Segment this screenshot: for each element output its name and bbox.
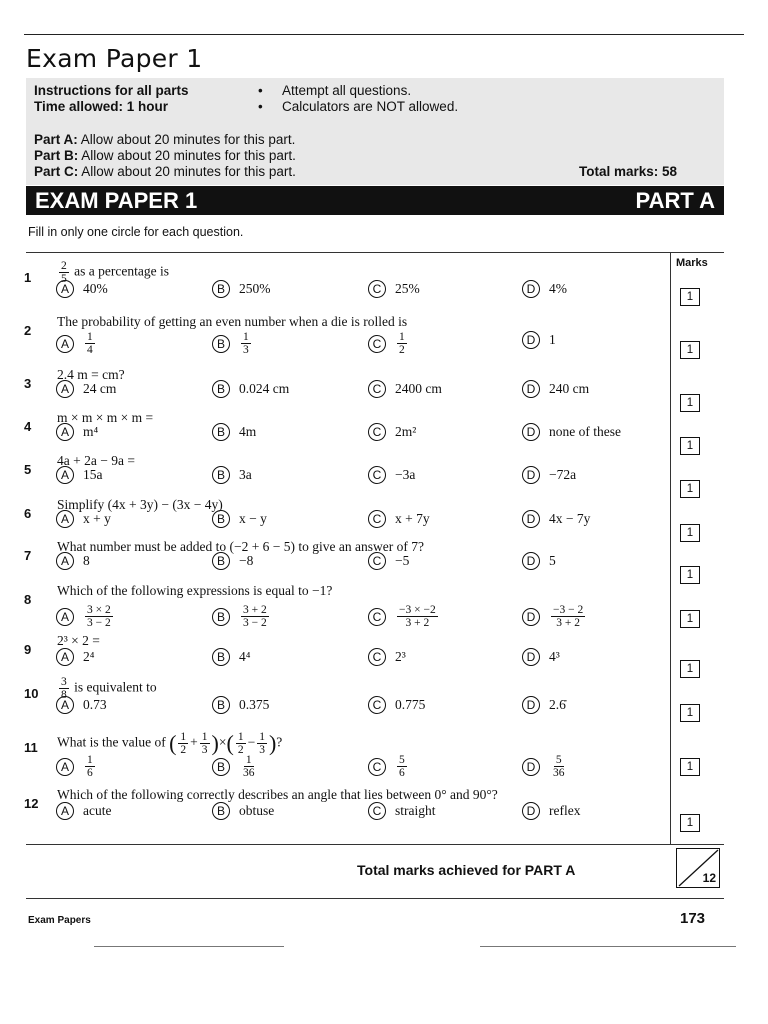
option-b[interactable] bbox=[212, 423, 256, 441]
denominator: 3 + 2 bbox=[405, 617, 430, 630]
option-text: 24 cm bbox=[83, 381, 117, 396]
numerator: −3 × −2 bbox=[399, 604, 436, 616]
marks-header: Marks bbox=[676, 257, 708, 269]
option-a[interactable] bbox=[56, 331, 97, 356]
option-b[interactable] bbox=[212, 802, 274, 820]
option-d[interactable] bbox=[522, 423, 621, 441]
option-text: none of these bbox=[549, 424, 621, 439]
question-stem: Which of the following correctly describes an angle that lies between 0° and 90°? bbox=[57, 787, 498, 802]
answer-circle-b[interactable]: B bbox=[212, 648, 230, 666]
numerator: 5 bbox=[555, 754, 562, 766]
answer-circle-d[interactable]: D bbox=[522, 331, 540, 349]
option-text: 0.375 bbox=[239, 697, 270, 712]
instructions-box bbox=[26, 78, 724, 185]
numerator: 3 × 2 bbox=[87, 604, 111, 616]
denominator: 3 bbox=[243, 344, 249, 357]
fraction bbox=[178, 731, 188, 756]
denominator: 2 bbox=[237, 744, 244, 757]
question-stem: m × m × m × m = bbox=[57, 410, 154, 425]
option-d[interactable] bbox=[522, 696, 566, 714]
numerator: 3 + 2 bbox=[243, 604, 267, 616]
answer-circle-d[interactable]: D bbox=[522, 380, 540, 398]
questions-top-rule bbox=[26, 252, 724, 253]
part-banner bbox=[26, 186, 724, 215]
option-b[interactable] bbox=[212, 510, 267, 528]
answer-circle-b[interactable]: B bbox=[212, 758, 230, 776]
total-achieved-value: 12 bbox=[702, 871, 716, 885]
answer-circle-d[interactable]: D bbox=[522, 802, 540, 820]
mark-box[interactable]: 1 bbox=[680, 341, 700, 359]
numerator: 1 bbox=[237, 731, 244, 743]
answer-circle-a[interactable]: A bbox=[56, 423, 74, 441]
numerator: 1 bbox=[245, 754, 252, 766]
option-text: 0.775 bbox=[395, 697, 426, 712]
option-b[interactable] bbox=[212, 466, 252, 484]
option-b[interactable] bbox=[212, 754, 259, 779]
answer-circle-b[interactable]: B bbox=[212, 608, 230, 626]
bullet-marker: • bbox=[258, 83, 263, 98]
answer-circle-c[interactable]: C bbox=[368, 802, 386, 820]
answer-circle-d[interactable]: D bbox=[522, 648, 540, 666]
answer-circle-c[interactable]: C bbox=[368, 510, 386, 528]
instructions-label: Instructions for all parts bbox=[34, 83, 189, 98]
bullet-marker: • bbox=[258, 99, 263, 114]
question-number: 11 bbox=[24, 740, 38, 755]
numerator: 1 bbox=[201, 731, 208, 743]
part-a-time: Part A: Allow about 20 minutes for this part. bbox=[34, 132, 296, 147]
answer-circle-a[interactable]: A bbox=[56, 380, 74, 398]
time-allowed: Time allowed: 1 hour bbox=[34, 99, 169, 114]
numerator: 1 bbox=[243, 331, 249, 343]
question-stem: 2.4 m = cm? bbox=[57, 367, 125, 382]
option-text: 4x − 7y bbox=[549, 511, 591, 526]
fraction bbox=[397, 754, 407, 779]
question-stem: 4a + 2a − 9a = bbox=[57, 453, 135, 468]
option-b[interactable] bbox=[212, 696, 269, 714]
option-text: 0.73 bbox=[83, 697, 107, 712]
numerator: −3 − 2 bbox=[553, 604, 584, 616]
option-c[interactable] bbox=[368, 552, 409, 570]
answer-circle-d[interactable]: D bbox=[522, 552, 540, 570]
answer-circle-c[interactable]: C bbox=[368, 648, 386, 666]
question-text bbox=[57, 314, 407, 330]
answer-circle-a[interactable]: A bbox=[56, 608, 74, 626]
option-text: 3a bbox=[239, 467, 252, 482]
option-text: 8 bbox=[83, 553, 90, 568]
denominator: 3 bbox=[259, 744, 265, 757]
question-number: 9 bbox=[24, 642, 32, 657]
option-text: x − y bbox=[239, 511, 267, 526]
fraction bbox=[397, 604, 438, 629]
option-a[interactable] bbox=[56, 423, 98, 441]
option-d[interactable] bbox=[522, 802, 580, 820]
question-stem: is equivalent to bbox=[70, 679, 157, 695]
option-b[interactable] bbox=[212, 380, 289, 398]
answer-circle-c[interactable]: C bbox=[368, 758, 386, 776]
parenthesis: ) bbox=[268, 730, 277, 756]
denominator: 3 bbox=[201, 744, 208, 757]
option-a[interactable] bbox=[56, 604, 115, 629]
scan-artifact-line bbox=[94, 946, 284, 947]
option-a[interactable] bbox=[56, 696, 107, 714]
option-text: 0.024 cm bbox=[239, 381, 290, 396]
page-number: 173 bbox=[680, 910, 706, 927]
question-stem: as a percentage is bbox=[70, 263, 169, 279]
option-text: 2⁴ bbox=[83, 649, 95, 664]
fraction bbox=[200, 731, 210, 756]
question-number: 5 bbox=[24, 462, 32, 477]
option-d[interactable] bbox=[522, 466, 576, 484]
numerator: 1 bbox=[180, 731, 187, 743]
answer-circle-a[interactable]: A bbox=[56, 280, 74, 298]
option-c[interactable] bbox=[368, 510, 430, 528]
option-d[interactable] bbox=[522, 380, 589, 398]
answer-circle-b[interactable]: B bbox=[212, 280, 230, 298]
option-text: −5 bbox=[395, 553, 410, 568]
parenthesis: ) bbox=[211, 730, 219, 756]
fraction bbox=[85, 604, 113, 629]
top-rule bbox=[24, 34, 744, 35]
question-number: 10 bbox=[24, 686, 39, 701]
question-text: What is the value of ( $\frac{1}{2}$ + $\frac{1}{3}$ )×( $\frac{1}{2}$ − $\frac{1}{3}$ )? bbox=[57, 730, 283, 757]
numerator: 1 bbox=[399, 331, 405, 343]
fraction bbox=[551, 754, 567, 779]
answer-circle-a[interactable]: A bbox=[56, 648, 74, 666]
question-stem: What number must be added to (−2 + 6 − 5) to give an answer of 7? bbox=[57, 539, 424, 554]
scan-artifact-line bbox=[480, 946, 736, 947]
mark-box[interactable]: 1 bbox=[680, 394, 700, 412]
option-a[interactable] bbox=[56, 802, 111, 820]
option-text: 25% bbox=[395, 281, 420, 296]
option-text: 4m bbox=[239, 424, 257, 439]
fraction bbox=[241, 331, 251, 356]
option-text: −3a bbox=[395, 467, 416, 482]
option-c[interactable] bbox=[368, 802, 436, 820]
banner-part: PART A bbox=[635, 188, 715, 213]
option-c[interactable] bbox=[368, 423, 416, 441]
option-c[interactable] bbox=[368, 696, 425, 714]
total-marks: Total marks: 58 bbox=[579, 164, 678, 179]
answer-circle-b[interactable]: B bbox=[212, 510, 230, 528]
numerator: 2 bbox=[61, 260, 67, 272]
marks-column-divider bbox=[670, 252, 671, 844]
option-d[interactable] bbox=[522, 510, 590, 528]
mark-box[interactable]: 1 bbox=[680, 814, 700, 832]
option-c[interactable] bbox=[368, 754, 409, 779]
denominator: 2 bbox=[399, 344, 405, 357]
answer-circle-c[interactable]: C bbox=[368, 280, 386, 298]
option-d[interactable] bbox=[522, 648, 560, 666]
numerator: 3 bbox=[61, 676, 67, 688]
option-text: m⁴ bbox=[83, 424, 99, 439]
answer-circle-d[interactable]: D bbox=[522, 608, 540, 626]
option-a[interactable] bbox=[56, 754, 97, 779]
fraction bbox=[236, 731, 246, 756]
option-c[interactable] bbox=[368, 331, 409, 356]
option-d[interactable] bbox=[522, 280, 567, 298]
question-stem: What is the value of bbox=[57, 734, 166, 750]
answer-circle-c[interactable]: C bbox=[368, 466, 386, 484]
option-text: reflex bbox=[549, 803, 581, 818]
option-text: −72a bbox=[549, 467, 577, 482]
denominator: 2 bbox=[180, 744, 187, 757]
denominator: 6 bbox=[399, 767, 405, 780]
mark-box[interactable]: 1 bbox=[680, 660, 700, 678]
fraction bbox=[397, 331, 407, 356]
option-d[interactable] bbox=[522, 754, 569, 779]
denominator: 3 − 2 bbox=[243, 617, 267, 630]
option-text: 4³ bbox=[549, 649, 560, 664]
option-text: 240 cm bbox=[549, 381, 590, 396]
part-b-time: Part B: Allow about 20 minutes for this part. bbox=[34, 148, 296, 163]
option-b[interactable] bbox=[212, 604, 271, 629]
answer-circle-c[interactable]: C bbox=[368, 608, 386, 626]
option-text: −8 bbox=[239, 553, 254, 568]
option-c[interactable] bbox=[368, 380, 442, 398]
answer-circle-c[interactable]: C bbox=[368, 380, 386, 398]
option-b[interactable] bbox=[212, 648, 250, 666]
mark-box[interactable]: 1 bbox=[680, 758, 700, 776]
option-text: x + 7y bbox=[395, 511, 430, 526]
fill-instruction: Fill in only one circle for each question. bbox=[28, 225, 244, 239]
answer-circle-b[interactable]: B bbox=[212, 423, 230, 441]
question-stem: The probability of getting an even number when a die is rolled is bbox=[57, 314, 408, 329]
fraction bbox=[551, 604, 585, 629]
option-text: 40% bbox=[83, 281, 108, 296]
question-number: 8 bbox=[24, 592, 32, 607]
denominator: 3 − 2 bbox=[87, 617, 111, 630]
option-text: x + y bbox=[83, 511, 111, 526]
option-text: 2m² bbox=[395, 424, 417, 439]
option-text: 2.6̇ bbox=[549, 697, 566, 712]
fraction bbox=[241, 754, 257, 779]
part-c-time: Part C: Allow about 20 minutes for this part. bbox=[34, 164, 296, 179]
answer-circle-d[interactable]: D bbox=[522, 510, 540, 528]
answer-circle-c[interactable]: C bbox=[368, 552, 386, 570]
denominator: 3 + 2 bbox=[556, 617, 580, 630]
footer-book-title: Exam Papers bbox=[28, 915, 91, 926]
question-text bbox=[57, 787, 498, 803]
denominator: 6 bbox=[87, 767, 93, 780]
option-text: 4⁴ bbox=[239, 649, 251, 664]
answer-circle-c[interactable]: C bbox=[368, 335, 386, 353]
option-a[interactable] bbox=[56, 648, 94, 666]
mark-box[interactable]: 1 bbox=[680, 524, 700, 542]
mark-box[interactable]: 1 bbox=[680, 480, 700, 498]
option-text: obtuse bbox=[239, 803, 275, 818]
option-text: 2³ bbox=[395, 649, 406, 664]
answer-circle-d[interactable]: D bbox=[522, 758, 540, 776]
question-stem: Which of the following expressions is equal to −1? bbox=[57, 583, 333, 598]
answer-circle-b[interactable]: B bbox=[212, 802, 230, 820]
question-number: 4 bbox=[24, 419, 32, 434]
fraction bbox=[85, 331, 95, 356]
answer-circle-b[interactable]: B bbox=[212, 466, 230, 484]
option-d[interactable] bbox=[522, 552, 556, 570]
parenthesis: ( bbox=[169, 730, 177, 756]
parenthesis: ( bbox=[226, 730, 234, 756]
answer-circle-c[interactable]: C bbox=[368, 423, 386, 441]
option-text: 4% bbox=[549, 281, 567, 296]
instruction-bullet-1: Attempt all questions. bbox=[282, 83, 412, 98]
option-b[interactable] bbox=[212, 552, 253, 570]
option-c[interactable] bbox=[368, 648, 406, 666]
answer-circle-c[interactable]: C bbox=[368, 696, 386, 714]
denominator: 5 bbox=[61, 273, 67, 286]
option-a[interactable] bbox=[56, 380, 116, 398]
denominator: 4 bbox=[87, 344, 93, 357]
option-text: 2400 cm bbox=[395, 381, 442, 396]
question-number: 12 bbox=[24, 796, 39, 811]
option-text: 15a bbox=[83, 467, 103, 482]
option-c[interactable] bbox=[368, 280, 420, 298]
option-c[interactable] bbox=[368, 466, 415, 484]
answer-circle-d[interactable]: D bbox=[522, 280, 540, 298]
numerator: 1 bbox=[259, 731, 265, 743]
denominator: 36 bbox=[553, 767, 565, 780]
total-rule bbox=[26, 844, 724, 845]
mark-box[interactable]: 1 bbox=[680, 610, 700, 628]
numerator: 1 bbox=[87, 331, 93, 343]
answer-circle-b[interactable]: B bbox=[212, 696, 230, 714]
banner-title: EXAM PAPER 1 bbox=[35, 188, 198, 213]
answer-circle-a[interactable]: A bbox=[56, 552, 74, 570]
question-tail: ? bbox=[276, 734, 283, 750]
option-c[interactable] bbox=[368, 604, 440, 629]
option-b[interactable] bbox=[212, 331, 253, 356]
page-title: Exam Paper 1 bbox=[26, 44, 203, 73]
answer-circle-b[interactable]: B bbox=[212, 380, 230, 398]
option-a[interactable] bbox=[56, 466, 103, 484]
mark-box[interactable]: 1 bbox=[680, 437, 700, 455]
option-b[interactable] bbox=[212, 280, 271, 298]
answer-circle-b[interactable]: B bbox=[212, 552, 230, 570]
option-a[interactable] bbox=[56, 510, 111, 528]
question-text bbox=[57, 583, 332, 599]
mark-box[interactable]: 1 bbox=[680, 704, 700, 722]
fraction bbox=[241, 604, 269, 629]
option-text: 5 bbox=[549, 553, 556, 568]
option-text: 1 bbox=[549, 332, 556, 347]
answer-circle-a[interactable]: A bbox=[56, 466, 74, 484]
answer-circle-a[interactable]: A bbox=[56, 510, 74, 528]
question-number: 7 bbox=[24, 548, 32, 563]
mark-box[interactable]: 1 bbox=[680, 566, 700, 584]
question-number: 2 bbox=[24, 323, 32, 338]
mark-box[interactable]: 1 bbox=[680, 288, 700, 306]
answer-circle-a[interactable]: A bbox=[56, 335, 74, 353]
question-stem: Simplify (4x + 3y) − (3x − 4y) bbox=[57, 497, 223, 512]
fraction bbox=[257, 731, 267, 756]
question-number: 3 bbox=[24, 376, 32, 391]
numerator: 1 bbox=[87, 754, 93, 766]
answer-circle-b[interactable]: B bbox=[212, 335, 230, 353]
option-d[interactable] bbox=[522, 331, 556, 349]
option-a[interactable] bbox=[56, 552, 90, 570]
answer-circle-a[interactable]: A bbox=[56, 802, 74, 820]
total-achieved-box[interactable] bbox=[676, 848, 720, 888]
denominator: 8 bbox=[61, 689, 67, 702]
question-number: 1 bbox=[24, 270, 32, 285]
answer-circle-d[interactable]: D bbox=[522, 423, 540, 441]
question-text bbox=[57, 633, 100, 649]
denominator: 36 bbox=[243, 767, 255, 780]
footer-rule bbox=[26, 898, 724, 899]
question-number: 6 bbox=[24, 506, 32, 521]
option-d[interactable] bbox=[522, 604, 587, 629]
question-stem: 2³ × 2 = bbox=[57, 633, 100, 648]
instruction-bullet-2: Calculators are NOT allowed. bbox=[282, 99, 459, 114]
numerator: 5 bbox=[399, 754, 405, 766]
answer-circle-d[interactable]: D bbox=[522, 696, 540, 714]
option-text: acute bbox=[83, 803, 112, 818]
answer-circle-a[interactable]: A bbox=[56, 696, 74, 714]
total-achieved-label: Total marks achieved for PART A bbox=[357, 862, 576, 878]
fraction bbox=[85, 754, 95, 779]
answer-circle-a[interactable]: A bbox=[56, 758, 74, 776]
answer-circle-d[interactable]: D bbox=[522, 466, 540, 484]
option-a[interactable] bbox=[56, 280, 108, 298]
option-text: straight bbox=[395, 803, 436, 818]
option-text: 250% bbox=[239, 281, 271, 296]
